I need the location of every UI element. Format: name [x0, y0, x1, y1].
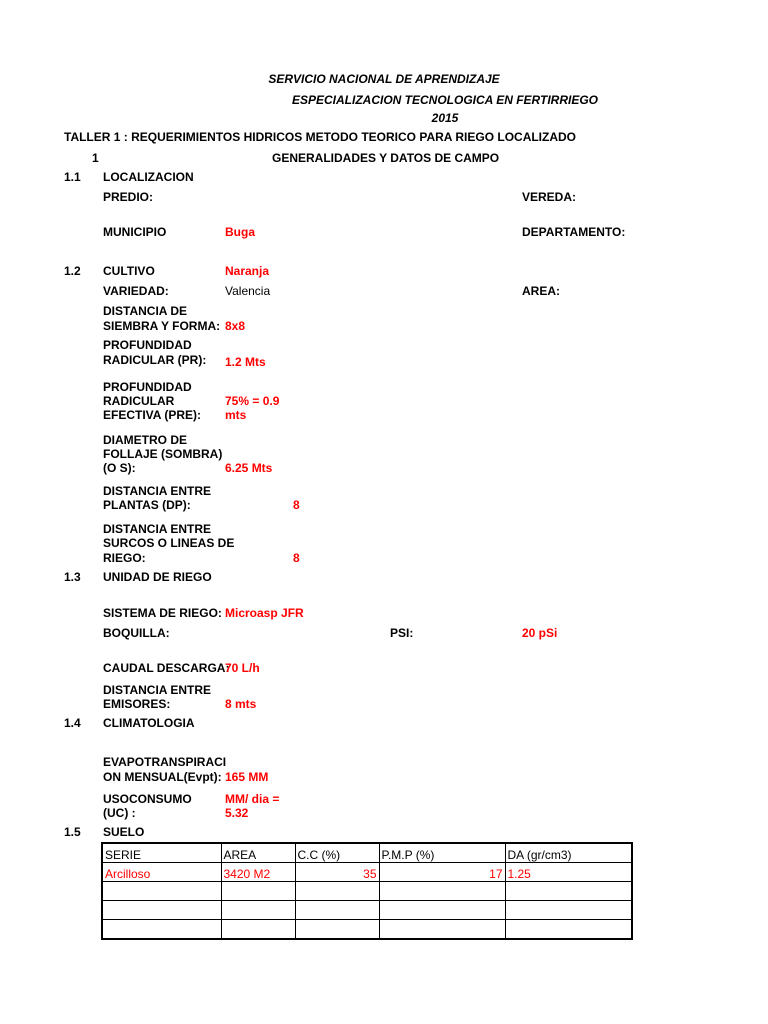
- section-1-4-number: 1.4: [64, 716, 81, 730]
- section-1-3-title: UNIDAD DE RIEGO: [103, 570, 212, 584]
- section-1-1-number: 1.1: [64, 170, 81, 184]
- header-serie: SERIE: [102, 843, 221, 863]
- cell-pmp: [379, 901, 505, 920]
- header-line-2: ESPECIALIZACION TECNOLOGICA EN FERTIRRIEGO: [291, 93, 599, 107]
- departamento-label: DEPARTAMENTO:: [522, 225, 626, 239]
- cell-da: [505, 901, 632, 920]
- vereda-label: VEREDA:: [522, 190, 577, 204]
- pre-label-3: EFECTIVA (PRE):: [103, 408, 201, 422]
- section-1-number: 1: [92, 151, 99, 165]
- uc-label-1: USOCONSUMO: [103, 792, 192, 806]
- caudal-label: CAUDAL DESCARGA:: [103, 661, 230, 675]
- area-label: AREA:: [522, 284, 560, 298]
- header-da: DA (gr/cm3): [505, 843, 632, 863]
- section-1-3-number: 1.3: [64, 570, 81, 584]
- header-pmp: P.M.P (%): [379, 843, 505, 863]
- section-1-1-title: LOCALIZACION: [103, 170, 194, 184]
- surcos-label-3: RIEGO:: [103, 551, 146, 565]
- table-row: [102, 882, 632, 901]
- pre-value-2: mts: [225, 408, 247, 422]
- evpt-value: 165 MM: [225, 770, 269, 784]
- dp-value: 8: [293, 498, 300, 512]
- section-1-2-number: 1.2: [64, 264, 81, 278]
- taller-title: TALLER 1 : REQUERIMIENTOS HIDRICOS METODO TEORICO PARA RIEGO LOCALIZADO: [64, 130, 577, 144]
- variedad-label: VARIEDAD:: [103, 284, 169, 298]
- caudal-value: 70 L/h: [225, 661, 260, 675]
- cell-cc: [295, 920, 379, 940]
- cell-cc: [295, 882, 379, 901]
- section-1-title: GENERALIDADES Y DATOS DE CAMPO: [272, 151, 500, 165]
- table-header-row: [102, 843, 632, 863]
- cell-pmp: 17: [379, 863, 505, 882]
- table-row: [102, 901, 632, 920]
- cultivo-value: Naranja: [225, 264, 270, 278]
- evpt-label-1: EVAPOTRANSPIRACI: [103, 755, 227, 769]
- cultivo-label: CULTIVO: [103, 264, 155, 278]
- cell-cc: [295, 901, 379, 920]
- municipio-label: MUNICIPIO: [103, 225, 167, 239]
- distancia-siembra-value: 8x8: [225, 319, 246, 333]
- pre-label-1: PROFUNDIDAD: [103, 380, 192, 394]
- table-row: [102, 863, 632, 882]
- header-line-1: SERVICIO NACIONAL DE APRENDIZAJE: [268, 72, 500, 86]
- cell-da: [505, 882, 632, 901]
- sistema-riego-label: SISTEMA DE RIEGO:: [103, 606, 222, 620]
- uc-label-2: (UC) :: [103, 806, 136, 820]
- cell-da: 1.25: [505, 863, 632, 882]
- cell-serie: [102, 901, 221, 920]
- cell-area: [221, 882, 295, 901]
- cell-area: [221, 920, 295, 940]
- surcos-value: 8: [293, 551, 300, 565]
- cell-serie: [102, 882, 221, 901]
- psi-label: PSI:: [390, 626, 414, 640]
- evpt-label-2: ON MENSUAL(Evpt):: [103, 770, 222, 784]
- os-value: 6.25 Mts: [225, 461, 273, 475]
- sistema-riego-value: Microasp JFR: [225, 606, 304, 620]
- header-line-3: 2015: [431, 111, 459, 125]
- section-1-4-title: CLIMATOLOGIA: [103, 716, 195, 730]
- os-label-2: FOLLAJE (SOMBRA): [103, 447, 223, 461]
- surcos-label-1: DISTANCIA ENTRE: [103, 522, 211, 536]
- pr-value: 1.2 Mts: [225, 355, 266, 369]
- municipio-value: Buga: [225, 225, 255, 239]
- cell-pmp: [379, 920, 505, 940]
- boquilla-label: BOQUILLA:: [103, 626, 170, 640]
- emisores-label-2: EMISORES:: [103, 697, 171, 711]
- cell-serie: Arcilloso: [102, 863, 221, 882]
- os-label-3: (O S):: [103, 461, 136, 475]
- pr-label-1: PROFUNDIDAD: [103, 338, 192, 352]
- cell-serie: [102, 920, 221, 940]
- section-1-5-title: SUELO: [103, 825, 145, 839]
- pre-label-2: RADICULAR: [103, 394, 175, 408]
- uc-value-1: MM/ dia =: [225, 792, 280, 806]
- cell-area: [221, 901, 295, 920]
- dp-label-1: DISTANCIA ENTRE: [103, 484, 211, 498]
- dp-label-2: PLANTAS (DP):: [103, 498, 191, 512]
- distancia-siembra-label-1: DISTANCIA DE: [103, 304, 187, 318]
- table-row: [102, 920, 632, 940]
- header-area: AREA: [221, 843, 295, 863]
- emisores-value: 8 mts: [225, 697, 257, 711]
- pre-value-1: 75% = 0.9: [225, 394, 280, 408]
- predio-label: PREDIO:: [103, 190, 154, 204]
- surcos-label-2: SURCOS O LINEAS DE: [103, 536, 235, 550]
- header-cc: C.C (%): [295, 843, 379, 863]
- variedad-value: Valencia: [225, 284, 271, 298]
- cell-da: [505, 920, 632, 940]
- emisores-label-1: DISTANCIA ENTRE: [103, 683, 211, 697]
- pr-label-2: RADICULAR (PR):: [103, 353, 207, 367]
- psi-value: 20 pSi: [522, 626, 558, 640]
- uc-value-2: 5.32: [225, 806, 249, 820]
- section-1-5-number: 1.5: [64, 825, 81, 839]
- cell-cc: 35: [295, 863, 379, 882]
- suelo-table: [101, 842, 633, 940]
- distancia-siembra-label-2: SIEMBRA Y FORMA:: [103, 319, 221, 333]
- os-label-1: DIAMETRO DE: [103, 433, 187, 447]
- cell-pmp: [379, 882, 505, 901]
- cell-area: 3420 M2: [221, 863, 295, 882]
